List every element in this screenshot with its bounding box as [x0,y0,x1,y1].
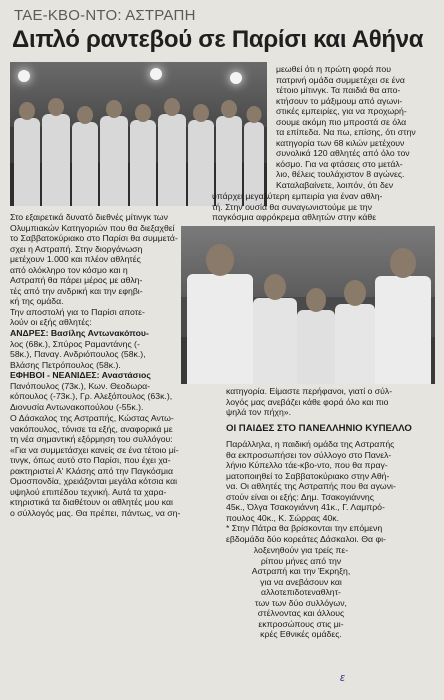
text-line: από ολόκληρο τον κόσμο και η [10,264,128,275]
quote-paragraph [10,413,210,518]
text-line: λιο, θέλεις τουλάχιστον 8 αγώνες. [276,169,405,180]
text-line: παγκόσμια αφρόκρεμα αθλητών στην κάθε [212,212,377,223]
left-column [10,212,204,412]
text-line: υψηλού επιπέδου τεχνική. Αυτά τα χαρα- [10,486,167,497]
text-line: ρακτηριστεί Α' Κλάσης από την Παγκόσμια [10,465,173,476]
text-line: Καταλαβαίνετε, λοιπόν, ότι δεν [276,180,394,191]
text-line: Παράλληλα, η παιδική ομάδα της Αστραπής [226,439,395,449]
text-line: στικές εμπειρίες, για να προχωρή- [276,106,407,117]
text-line: Βλάσης Πετρόπουλος (58κ.). [10,359,121,370]
text-line: κτήσουν το μάξιμουμ από αγωνι- [276,95,403,106]
right-column-wide [212,191,434,223]
text-line: υπάρχει μεγαλύτερη εμπειρία για έναν αθλη- [212,191,383,201]
text-line: νακόπουλος, τόνισε τα εξής, αναφορικά με [10,423,173,434]
text-line: πουλος 40κ., Κ. Σώρρας 40κ. [226,512,340,523]
article-kicker: ΤΑΕ-ΚΒΟ-ΝΤΟ: ΑΣΤΡΑΠΗ [14,7,196,24]
text-line: κρές Εθνικές ομάδες. [260,629,342,640]
text-line: κτηριστικά τα διαθέτουν οι αθλητές μου και [10,497,173,508]
text-line: τή. Στην ουσία θα συναγωνιστούμε με την [212,201,372,212]
text-line: κόσμο. Για να φτάσεις στο μετάλ- [276,158,403,169]
text-line: να. Οι αθλητές της Αστραπής που θα αγωνι- [226,481,396,492]
text-line: Αστραπή και την Έκρηξη, [251,566,351,577]
text-line: κόπουλος (-73κ.), Γρ. Αλεξόπουλος (63κ.), [10,391,173,402]
text-line: εκπροσώπους στις μι- [258,618,344,629]
text-line: Αστραπή θα πάρει μέρος με αθλη- [10,275,143,286]
text-line: λοξενηθούν για τρείς πε- [253,545,349,555]
text-line: 58κ.), Παναγ. Ανδριόπουλος (58κ.), [10,349,146,360]
text-line: των των δύο συλλόγων, [255,597,347,608]
text-line: λος (68κ.), Σπύρος Ραμαντάνης (- [10,338,140,349]
text-line: σχει η Αστραπή. Στην διοργάνωση [10,243,143,254]
text-line: ρίπου μήνες από την [260,555,342,566]
cup-subheading: ΟΙ ΠΑΙΔΕΣ ΣΤΟ ΠΑΝΕΛΛΗΝΙΟ ΚΥΠΕΛΛΟ [226,423,412,434]
text-line: στούν είναι οι εξής: Δημ. Τσακογιάννης [226,491,374,502]
team-photo [10,62,267,206]
text-line: στέλνοντας και άλλους [257,608,345,619]
author-signature: ε [340,672,345,684]
cup-paragraph-narrow [236,545,366,640]
text-line: συνολικά 120 αθλητές από όλο τον [276,148,410,159]
text-line: Διονυσία Αντωνακοπούλου (-55κ.). [10,401,144,412]
athletes-photo [181,226,435,384]
right-column-top [276,64,434,191]
text-line: Ομοσπονδία, χρειάζονται μεγάλα κότσια και [10,476,178,487]
text-line: μετέχουν 1.000 και πλέον αθλητές [10,254,141,265]
text-line: κή της ομάδα. [10,296,64,307]
article-headline: Διπλό ραντεβού σε Παρίσι και Αθήνα [12,26,424,53]
text-line: Ο Δάσκαλος της Αστραπής, Κώστας Αντω- [10,413,174,423]
text-line: Ολυμπιακών Κατηγοριών που θα διεξαχθεί [10,222,175,233]
text-line: κατηγορία. Είμαστε περήφανοι, γιατί ο σύλ- [226,386,393,396]
text-line: μεωθεί ότι η πρώτη φορά που [276,64,392,74]
text-line: Πανόπουλος (73κ.), Κων. Θεοδωρα- [10,380,151,391]
text-line: τέτοιο μίτινγκ. Τα παιδιά θα απο- [276,85,401,96]
cup-paragraph [226,439,436,544]
text-line: για να ανεβάσουν και [260,576,342,587]
text-line: αλλοτεπιδοτεναθλητ- [261,587,341,598]
text-line: λογός μας ανεβάζει κάθε φορά όλο και πιο [226,396,389,407]
text-line: «Για να συμμετάσχει κανείς σε ένα τέτοιο μί- [10,444,179,455]
text-line: ματοποιηθεί το Σαββατοκύριακο στην Αθή- [226,470,390,481]
text-line: τα επίπεδα. Να πω, επίσης, ότι στην [276,127,416,138]
text-line: Την αποστολή για το Παρίσι αποτε- [10,306,145,317]
text-line: θα εκπροσωπήσει τον σύλλογο στο Πανελ- [226,449,392,460]
text-line: σουμε ακόμη πιο μπροστά σε όλα [276,116,407,127]
text-line: τη νέα σημαντική εξόρμηση του συλλόγου: [10,434,173,445]
text-line: ο σύλλογός μας. Θα πρέπει, πάντως, να ση- [10,507,181,518]
text-line: κατηγορία των 68 κιλών μετέχουν [276,137,405,148]
text-line: * Στην Πάτρα θα βρίσκονται την επόμενη [226,523,383,534]
right-column-mid [226,386,436,418]
text-line: τινγκ, όπως αυτό στο Παρίσι, που έχει χα- [10,455,171,466]
text-line: 45κ., Όλγα Τσακογιάννη 41κ., Γ. Λαμπρό- [226,502,385,513]
text-line: ψηλά τον πήχη». [226,407,292,418]
text-line: λούν οι εξής αθλητές: [10,317,92,328]
athletes-juniors-line: ΕΦΗΒΟΙ - ΝΕΑΝΙΔΕΣ: Αναστάσιος [10,370,151,381]
text-line: το Σαββατοκύριακο στο Παρίσι θα συμμετά- [10,233,178,244]
text-line: λήνιο Κύπελλο τάε-κβο-ντο, που θα πραγ- [226,460,388,471]
text-line: Στο εξαιρετικά δυνατό διεθνές μίτινγκ των [10,212,168,222]
text-line: εβδομάδα δύο κορεάτες Δάσκαλοι. Θα φι- [226,533,386,544]
text-line: τές από την ανδρική και την εφηβι- [10,285,143,296]
athletes-men-line: ΑΝΔΡΕΣ: Βασίλης Αντωνακόπου- [10,328,149,339]
text-line: πατρινή ομάδα συμμετέχει σε ένα [276,74,405,85]
